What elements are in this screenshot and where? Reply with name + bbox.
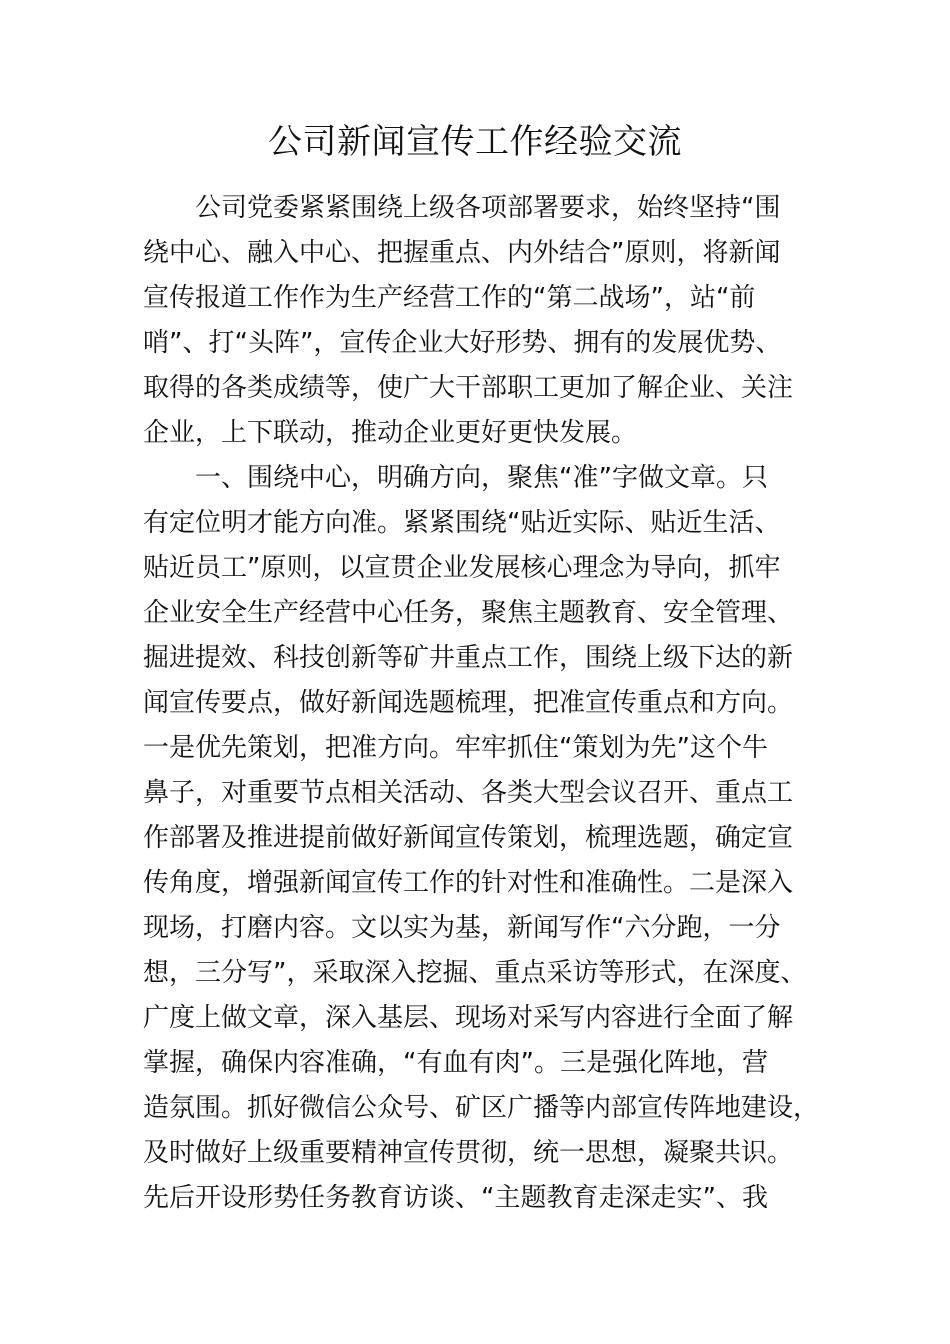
text-line: 鼻子，对重要节点相关活动、各类大型会议召开、重点工 [143,778,794,808]
document-body [143,186,820,1221]
text-line: 掘进提效、科技创新等矿井重点工作，围绕上级下达的新 [143,643,794,673]
text-line: 哨”、打“头阵”，宣传企业大好形势、拥有的发展优势、 [143,328,782,358]
text-line: 一是优先策划，把准方向。牢牢抓住“策划为先”这个牛 [143,733,768,763]
text-line: 现场，打磨内容。文以实为基，新闻写作“六分跑，一分 [143,913,781,943]
text-line: 有定位明才能方向准。紧紧围绕“贴近实际、贴近生活、 [143,508,781,538]
text-line: 取得的各类成绩等，使广大干部职工更加了解企业、关注 [143,373,794,403]
text-line: 企业，上下联动，推动企业更好更快发展。 [143,418,638,448]
text-line: 想，三分写”，采取深入挖掘、重点采访等形式，在深度、 [143,958,807,988]
document-title: 公司新闻宣传工作经验交流 [268,122,682,162]
text-line: 绕中心、融入中心、把握重点、内外结合”原则，将新闻 [143,238,781,268]
text-line: 一、围绕中心，明确方向，聚焦“准”字做文章。只 [195,463,768,493]
text-line: 传角度，增强新闻宣传工作的针对性和准确性。二是深入 [143,868,794,898]
text-line: 广度上做文章，深入基层、现场对采写内容进行全面了解 [143,1003,794,1033]
text-line: 公司党委紧紧围绕上级各项部署要求，始终坚持“围 [195,193,781,223]
text-line: 宣传报道工作作为生产经营工作的“第二战场”，站“前 [143,283,756,313]
text-line: 作部署及推进提前做好新闻宣传策划，梳理选题，确定宣 [143,823,794,853]
text-line: 掌握，确保内容准确，“有血有肉”。三是强化阵地，营 [143,1048,768,1078]
text-line: 及时做好上级重要精神宣传贯彻，统一思想，凝聚共识。 [143,1138,794,1168]
text-line: 闻宣传要点，做好新闻选题梳理，把准宣传重点和方向。 [143,688,794,718]
text-line: 先后开设形势任务教育访谈、“主题教育走深走实”、我 [143,1183,768,1213]
text-line: 贴近员工”原则，以宣贯企业发展核心理念为导向，抓牢 [143,553,781,583]
text-line: 企业安全生产经营中心任务，聚焦主题教育、安全管理、 [143,598,794,628]
text-line: 造氛围。抓好微信公众号、矿区广播等内部宣传阵地建设， [143,1093,820,1123]
